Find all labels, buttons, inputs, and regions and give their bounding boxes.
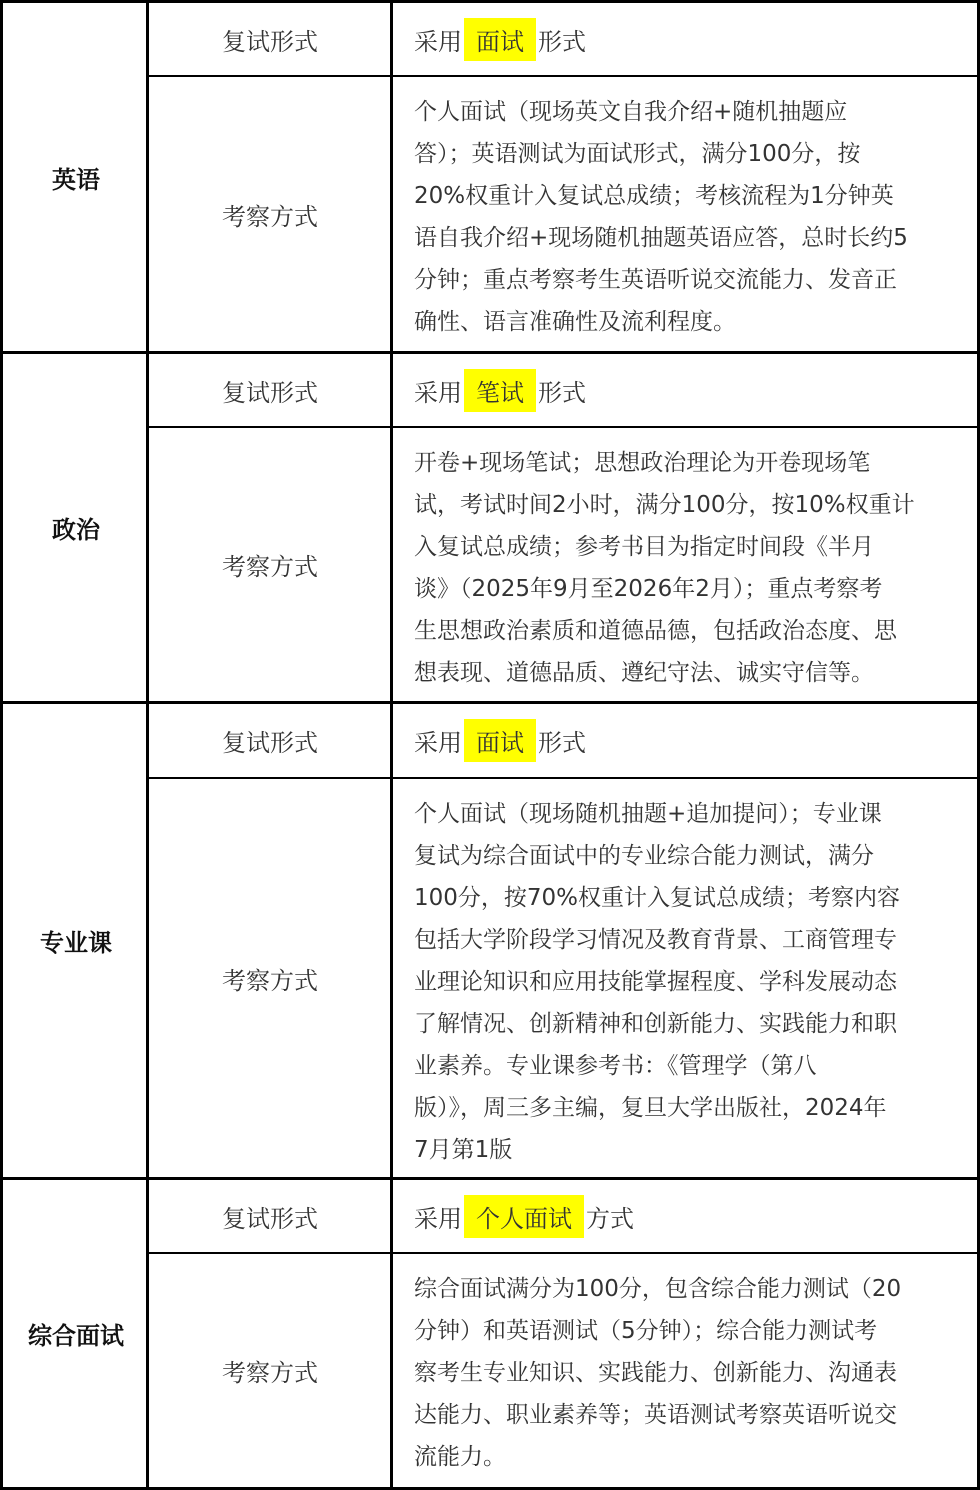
description-line: 生思想政治素质和道德品德，包括政治态度、思 — [414, 618, 897, 644]
table-border-left — [0, 0, 3, 1490]
form-label: 复试形式 — [222, 1204, 318, 1233]
form-label: 复试形式 — [222, 27, 318, 56]
form-highlight: 个人面试 — [464, 1195, 584, 1238]
method-label: 考察方式 — [222, 553, 318, 581]
subject-label: 专业课 — [40, 929, 112, 957]
description-line: 复试为综合面试中的专业综合能力测试，满分 — [414, 843, 874, 869]
description-line: 想表现、道德品质、遵纪守法、诚实守信等。 — [414, 660, 874, 686]
description-line: 7月第1版 — [414, 1137, 513, 1163]
form-prefix: 采用 — [414, 27, 462, 56]
description-line: 察考生专业知识、实践能力、创新能力、沟通表 — [414, 1360, 897, 1386]
content-column-divider — [390, 0, 393, 1490]
form-suffix: 方式 — [586, 1204, 634, 1233]
description-line: 个人面试（现场英文自我介绍+随机抽题应 — [414, 99, 848, 125]
form-suffix: 形式 — [538, 729, 586, 757]
form-prefix: 采用 — [414, 378, 462, 407]
form-suffix: 形式 — [538, 27, 586, 56]
description-line: 试，考试时间2小时，满分100分，按10%权重计 — [414, 492, 915, 518]
form-highlight: 面试 — [464, 18, 536, 61]
description-line: 100分，按70%权重计入复试总成绩；考察内容 — [414, 885, 901, 911]
description-line: 谈》（2025年9月至2026年2月）；重点考察考 — [414, 576, 883, 602]
description-line: 包括大学阶段学习情况及教育背景、工商管理专 — [414, 927, 897, 953]
description-line: 语自我介绍+现场随机抽题英语应答，总时长约5 — [414, 225, 908, 251]
form-label: 复试形式 — [222, 378, 318, 407]
method-description — [414, 91, 974, 343]
description-line: 分钟；重点考察考生英语听说交流能力、发音正 — [414, 267, 897, 293]
subject-label: 政治 — [52, 516, 100, 544]
description-line: 答）；英语测试为面试形式，满分100分，按 — [414, 141, 861, 167]
description-line: 确性、语言准确性及流利程度。 — [414, 309, 736, 335]
form-value — [414, 354, 974, 426]
description-line: 综合面试满分为100分，包含综合能力测试（20 — [414, 1276, 902, 1302]
description-line: 分钟）和英语测试（5分钟）；综合能力测试考 — [414, 1318, 878, 1344]
form-label: 复试形式 — [222, 729, 318, 757]
description-line: 个人面试（现场随机抽题+追加提问）；专业课 — [414, 801, 882, 827]
form-prefix: 采用 — [414, 1204, 462, 1233]
description-line: 开卷+现场笔试；思想政治理论为开卷现场笔 — [414, 450, 871, 476]
description-line: 业素养。专业课参考书：《管理学（第八 — [414, 1053, 817, 1079]
subject-label: 综合面试 — [28, 1322, 124, 1350]
form-value — [414, 704, 974, 777]
method-description — [414, 442, 974, 694]
subject-label: 英语 — [52, 165, 100, 194]
description-line: 版）》，周三多主编，复旦大学出版社，2024年 — [414, 1095, 887, 1121]
form-highlight: 面试 — [464, 719, 536, 762]
form-prefix: 采用 — [414, 729, 462, 757]
form-highlight: 笔试 — [464, 369, 536, 412]
method-description — [414, 1268, 974, 1478]
description-line: 入复试总成绩；参考书目为指定时间段《半月 — [414, 534, 874, 560]
description-line: 业理论知识和应用技能掌握程度、学科发展动态 — [414, 969, 897, 995]
form-suffix: 形式 — [538, 378, 586, 407]
description-line: 流能力。 — [414, 1444, 506, 1470]
form-value — [414, 3, 974, 75]
description-line: 20%权重计入复试总成绩；考核流程为1分钟英 — [414, 183, 894, 209]
method-label: 考察方式 — [222, 202, 318, 231]
description-line: 达能力、职业素养等；英语测试考察英语听说交 — [414, 1402, 897, 1428]
method-label: 考察方式 — [222, 1359, 318, 1387]
description-line: 了解情况、创新精神和创新能力、实践能力和职 — [414, 1011, 897, 1037]
form-value — [414, 1180, 974, 1252]
method-label: 考察方式 — [222, 966, 318, 995]
method-description — [414, 793, 974, 1171]
